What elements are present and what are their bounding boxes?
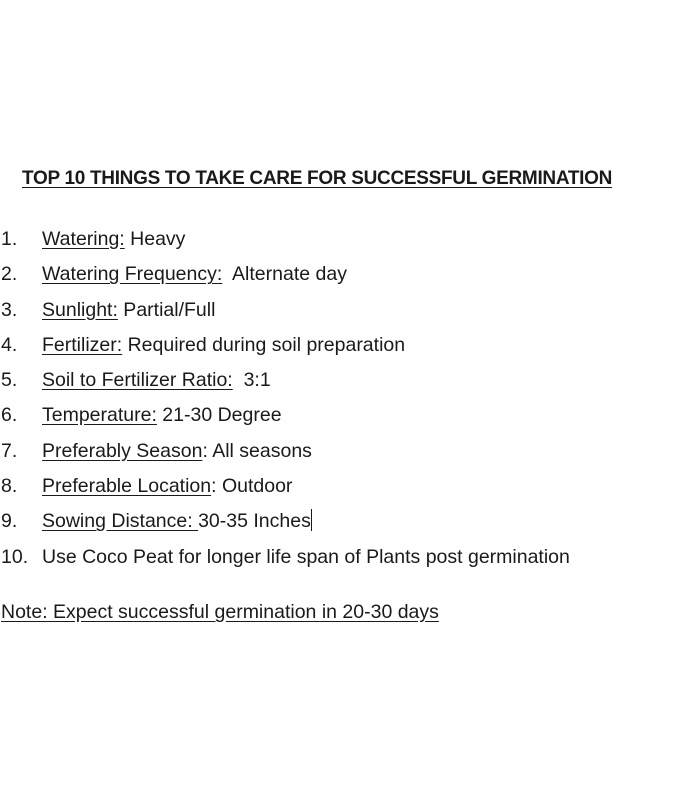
text-cursor bbox=[311, 509, 313, 531]
item-value: : Outdoor bbox=[211, 475, 293, 498]
item-number: 9. bbox=[1, 510, 18, 533]
item-label: Sowing Distance: bbox=[42, 510, 199, 533]
item-label: Sunlight: bbox=[42, 298, 118, 321]
document-title: TOP 10 THINGS TO TAKE CARE FOR SUCCESSFUL GERMINATION bbox=[22, 168, 613, 189]
item-label: Watering Frequency: bbox=[42, 263, 223, 286]
item-value: 30-35 Inches bbox=[198, 510, 311, 533]
item-value: Required during soil preparation bbox=[122, 333, 406, 356]
item-number: 2. bbox=[1, 263, 18, 286]
item-number: 10. bbox=[1, 545, 29, 568]
item-label: Temperature: bbox=[42, 404, 157, 427]
item-number: 3. bbox=[1, 298, 18, 321]
note-text: Note: Expect successful germination in 20-30 days bbox=[1, 601, 439, 623]
item-value: : All seasons bbox=[202, 439, 312, 462]
item-value: Heavy bbox=[124, 228, 186, 250]
item-label: Preferably Season bbox=[42, 439, 203, 462]
item-number: 6. bbox=[1, 404, 18, 427]
item-number: 4. bbox=[1, 333, 18, 356]
item-value: 3:1 bbox=[232, 369, 271, 392]
item-value: Alternate day bbox=[222, 263, 347, 286]
item-label: Watering: bbox=[42, 228, 125, 250]
item-label: Preferable Location bbox=[42, 475, 212, 498]
item-number: 8. bbox=[1, 475, 18, 498]
item-value: 21-30 Degree bbox=[156, 404, 282, 427]
item-number: 1. bbox=[1, 228, 18, 250]
item-number: 5. bbox=[1, 369, 18, 392]
item-label: Soil to Fertilizer Ratio: bbox=[42, 369, 233, 392]
item-number: 7. bbox=[1, 439, 18, 462]
item-label: Fertilizer: bbox=[42, 333, 123, 356]
item-value: Use Coco Peat for longer life span of Plants post germination bbox=[42, 545, 570, 568]
item-value: Partial/Full bbox=[117, 298, 216, 321]
